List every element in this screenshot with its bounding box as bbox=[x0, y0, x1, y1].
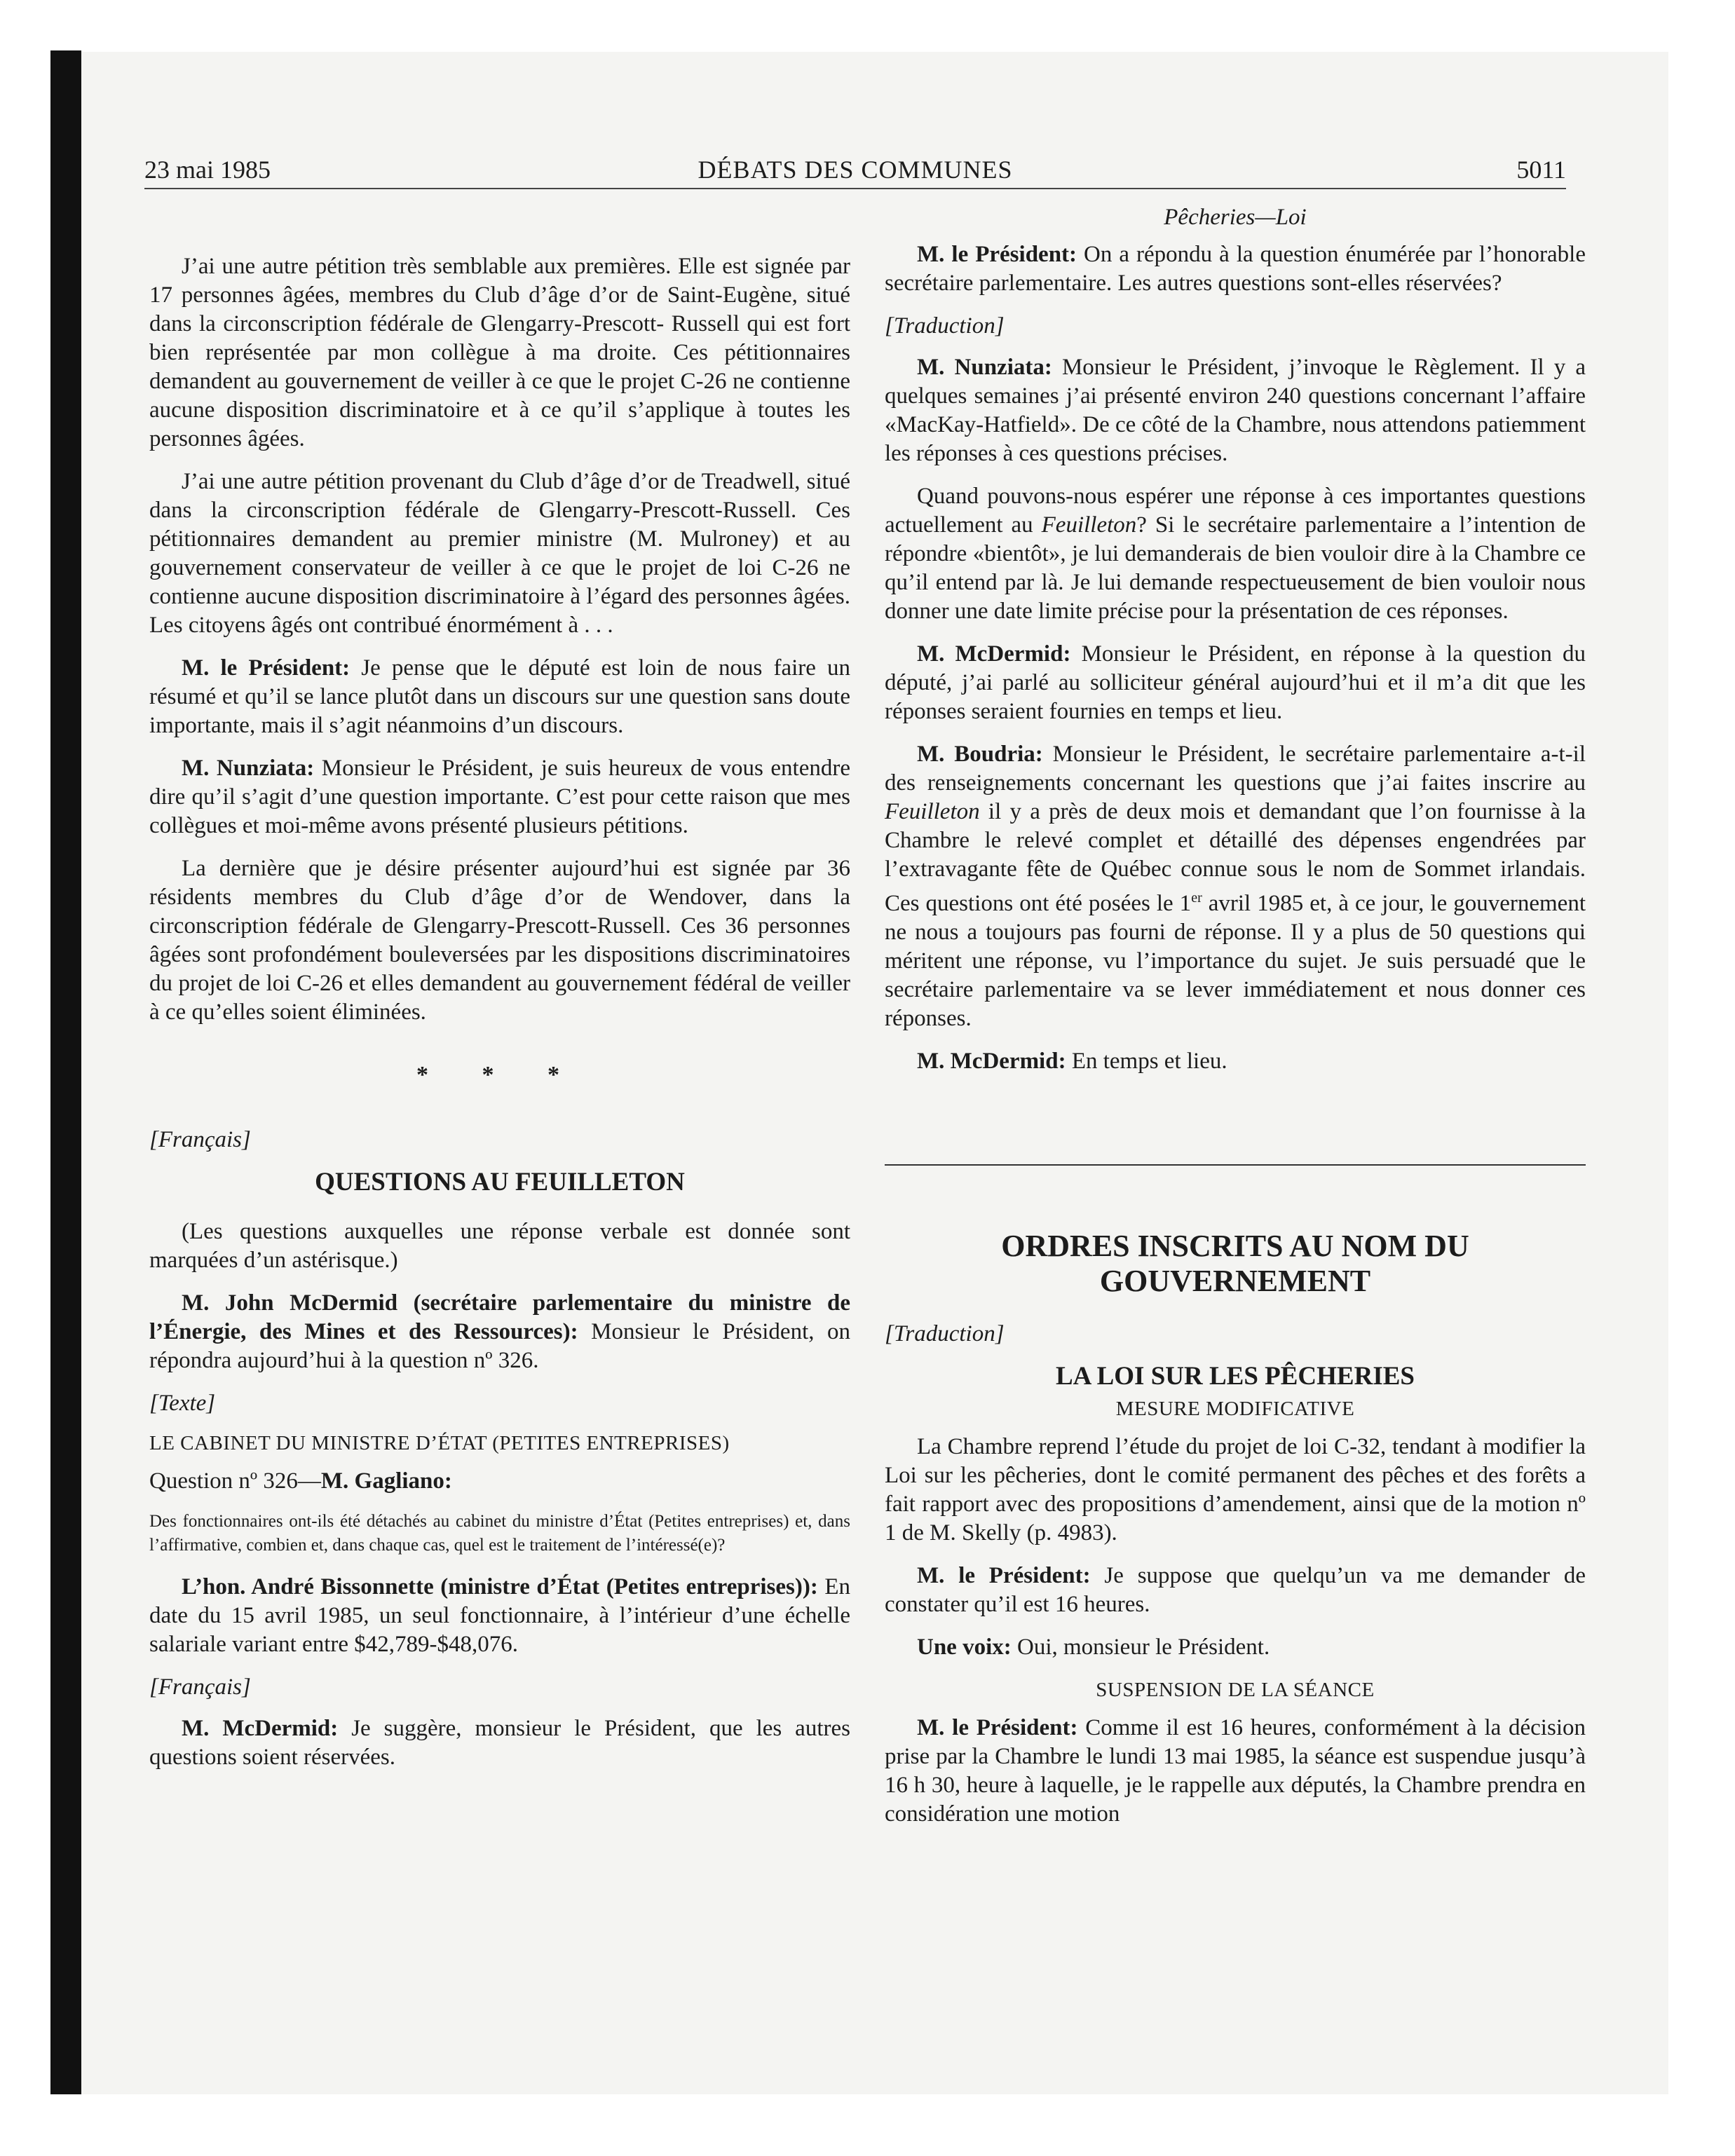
speech-text: En date du 15 avril 1985, un seul fonctionnaire, à l’intérieur d’une échelle salariale variant entre $42,789-$48,076. bbox=[149, 1574, 850, 1657]
subheading: MESURE MODIFICATIVE bbox=[1115, 1398, 1355, 1420]
speaker-name: M. Gagliano: bbox=[320, 1468, 452, 1494]
right-column bbox=[885, 203, 1586, 1843]
paragraph: J’ai une autre pétition très semblable aux premières. Elle est signée par 17 personnes âgées, membres du Club d’âge d’or de Saint-Eugène, situé dans la circonscription fédérale de Glengarry-Prescott- Russell qui est fort bien représentée par mon collègue à ma droite. Ces pétitionnaires demandent au gouvernement de veiller à ce que le projet C-26 ne contienne aucune disposition discriminatoire et à ce qu’il s’applique à toutes les personnes âgées. bbox=[149, 254, 850, 451]
speaker-name: M. Nunziata: bbox=[917, 355, 1052, 380]
section-heading: LA LOI SUR LES PÊCHERIES bbox=[1055, 1362, 1415, 1391]
paragraph bbox=[149, 654, 850, 740]
feuilleton-italic: Feuilleton bbox=[885, 799, 980, 824]
speaker-name: M. le Président: bbox=[182, 655, 351, 681]
speaker-name: M. Boudria: bbox=[917, 742, 1043, 767]
feuilleton-italic: Feuilleton bbox=[1041, 512, 1137, 538]
speech-text: Oui, monsieur le Président. bbox=[1011, 1635, 1270, 1660]
speaker-name: M. McDermid: bbox=[917, 641, 1071, 667]
speaker-name: M. le Président: bbox=[917, 1715, 1078, 1740]
question-line bbox=[149, 1467, 850, 1496]
paragraph bbox=[885, 353, 1586, 468]
section-heading: QUESTIONS AU FEUILLETON bbox=[315, 1168, 685, 1196]
speaker-name: M. le Président: bbox=[917, 1563, 1091, 1588]
language-tag: [Français] bbox=[149, 1674, 251, 1700]
paragraph: J’ai une autre pétition provenant du Club d’âge d’or de Treadwell, situé dans la circonscription fédérale de Glengarry-Prescott-Russell. Ces pétitionnaires demandent au premier ministre (M. Mulroney) et au gouvernement conservateur de veiller à ce que le projet de loi C-26 ne contienne aucune disposition discriminatoire à l’égard des personnes âgées. Les citoyens âgés ont contribué énormément à . . . bbox=[149, 469, 850, 638]
speech-text: Je suggère, monsieur le Président, que les autres questions soient réservées. bbox=[149, 1716, 850, 1770]
speech-text: Comme il est 16 heures, conformément à la décision prise par la Chambre le lundi 13 mai 1985, la séance est suspendue jusqu’à 16 h 30, heure à laquelle, je le rappelle aux députés, la Chambre prendra en considération une motion bbox=[885, 1715, 1586, 1827]
speaker-name: M. McDermid: bbox=[917, 1049, 1066, 1074]
running-head bbox=[144, 153, 1566, 186]
paragraph bbox=[149, 1714, 850, 1772]
paragraph bbox=[885, 240, 1586, 298]
speaker-name: M. Nunziata: bbox=[182, 756, 315, 781]
speech-text: En temps et lieu. bbox=[1066, 1049, 1227, 1074]
language-tag: [Français] bbox=[149, 1127, 251, 1152]
paragraph bbox=[885, 1633, 1586, 1662]
language-tag: [Traduction] bbox=[885, 313, 1005, 339]
main-heading: ORDRES INSCRITS AU NOM DU GOUVERNEMENT bbox=[1001, 1229, 1469, 1298]
paragraph: (Les questions auxquelles une réponse verbale est donnée sont marquées d’un astérisque.) bbox=[149, 1219, 850, 1273]
left-column bbox=[149, 203, 850, 1786]
question-text: Des fonctionnaires ont-ils été détachés au cabinet du ministre d’État (Petites entreprises) et, dans l’affirmative, combien et, dans chaque cas, quel est le traitement de l’intéressé(e)? bbox=[149, 1512, 850, 1555]
speech-text: On a répondu à la question énumérée par l’honorable secrétaire parlementaire. Les autres questions sont-elles réservées? bbox=[885, 242, 1586, 296]
speech-text: Je suppose que quelqu’un va me demander de constater qu’il est 16 heures. bbox=[885, 1563, 1586, 1617]
paragraph bbox=[149, 1289, 850, 1375]
paragraph bbox=[885, 1047, 1586, 1076]
speaker-name: M. le Président: bbox=[917, 242, 1077, 267]
speaker-name: M. John McDermid (secrétaire parlementaire du ministre de l’Énergie, des Mines et des Ressources): bbox=[149, 1290, 850, 1344]
section-tag: Pêcheries—Loi bbox=[1164, 205, 1307, 230]
scan-edge-bar bbox=[50, 50, 81, 2094]
subheading: LE CABINET DU MINISTRE D’ÉTAT (PETITES ENTREPRISES) bbox=[149, 1432, 730, 1454]
speaker-name: M. McDermid: bbox=[182, 1716, 339, 1741]
paragraph: Quand pouvons-nous espérer une réponse à ces importantes questions actuellement au Feuilleton? Si le secrétaire parlementaire a l’intention de répondre «bientôt», je lui demanderais de bien vouloir dire à la Chambre ce qu’il entend par là. Je lui demande respectueusement de bien vouloir nous donner une date limite précise pour la présentation de ces réponses. bbox=[885, 484, 1586, 624]
speech-text: Monsieur le Président, je suis heureux de vous entendre dire qu’il s’agit d’une question importante. C’est pour cette raison que mes collègues et moi-même avons présenté plusieurs pétitions. bbox=[149, 756, 850, 838]
paragraph bbox=[885, 1562, 1586, 1619]
paragraph bbox=[149, 1573, 850, 1659]
language-tag: [Traduction] bbox=[885, 1321, 1005, 1346]
paragraph: La Chambre reprend l’étude du projet de loi C-32, tendant à modifier la Loi sur les pêcheries, dont le comité permanent des pêches et des forêts a fait rapport avec des propositions d’amendement, ainsi que de la motion nº 1 de M. Skelly (p. 4983). bbox=[885, 1434, 1586, 1546]
header-date: 23 mai 1985 bbox=[144, 156, 271, 184]
page-number: 5011 bbox=[1516, 156, 1566, 184]
paragraph bbox=[885, 640, 1586, 726]
language-tag: [Texte] bbox=[149, 1391, 216, 1416]
question-label: Question nº 326— bbox=[149, 1468, 321, 1494]
speech-text: Monsieur le Président, en réponse à la question du député, j’ai parlé au solliciteur général aujourd’hui et il m’a dit que les réponses seraient fournies en temps et lieu. bbox=[885, 641, 1586, 724]
paragraph: La dernière que je désire présenter aujourd’hui est signée par 36 résidents membres du Club d’âge d’or de Wendover, dans la circonscription fédérale de Glengarry-Prescott-Russell. Ces 36 personnes âgées sont profondément bouleversées par les dispositions discriminatoires du projet de loi C-26 et elles demandent au gouvernement fédéral de veiller à ce qu’elles soient éliminées. bbox=[149, 856, 850, 1025]
section-separator: * * * bbox=[416, 1062, 583, 1088]
paragraph: M. Boudria: Monsieur le Président, le secrétaire parlementaire a-t-il des renseignements concernant les questions que j’ai faites inscrire au Feuilleton il y a près de deux mois et demandant que l’on fournisse à la Chambre le relevé complet et détaillé des dépenses engendrées par l’extravagante fête de Québec connue sous le nom de Sommet irlandais. Ces questions ont été posées le 1er avril 1985 et, à ce jour, le gouvernement ne nous a toujours pas fourni de réponse. Il y a plus de 50 questions qui méritent une réponse, vu l’importance du sujet. Je suis persuadé que le secrétaire parlementaire va se lever immédiatement et nous donner ces réponses. bbox=[885, 742, 1586, 1031]
paragraph bbox=[149, 754, 850, 840]
speaker-name: L’hon. André Bissonnette (ministre d’État (Petites entreprises)): bbox=[182, 1574, 818, 1599]
subheading: SUSPENSION DE LA SÉANCE bbox=[1096, 1679, 1375, 1701]
header-publication: DÉBATS DES COMMUNES bbox=[698, 156, 1013, 184]
ordinal-superscript: er bbox=[1191, 890, 1202, 906]
header-rule bbox=[144, 188, 1566, 189]
speaker-name: Une voix: bbox=[917, 1635, 1012, 1660]
paragraph bbox=[885, 1714, 1586, 1829]
speech-text: Monsieur le Président, j’invoque le Règlement. Il y a quelques semaines j’ai présenté environ 240 questions concernant l’affaire «MacKay-Hatfield». De ce côté de la Chambre, nous attendons patiemment les réponses à ces questions précises. bbox=[885, 355, 1586, 466]
speech-text: Monsieur le Président, on répondra aujourd’hui à la question nº 326. bbox=[149, 1319, 850, 1373]
speech-text: Je pense que le député est loin de nous faire un résumé et qu’il se lance plutôt dans un discours sur une question sans doute importante, mais il s’agit néanmoins d’un discours. bbox=[149, 655, 850, 738]
section-rule bbox=[885, 1164, 1586, 1166]
